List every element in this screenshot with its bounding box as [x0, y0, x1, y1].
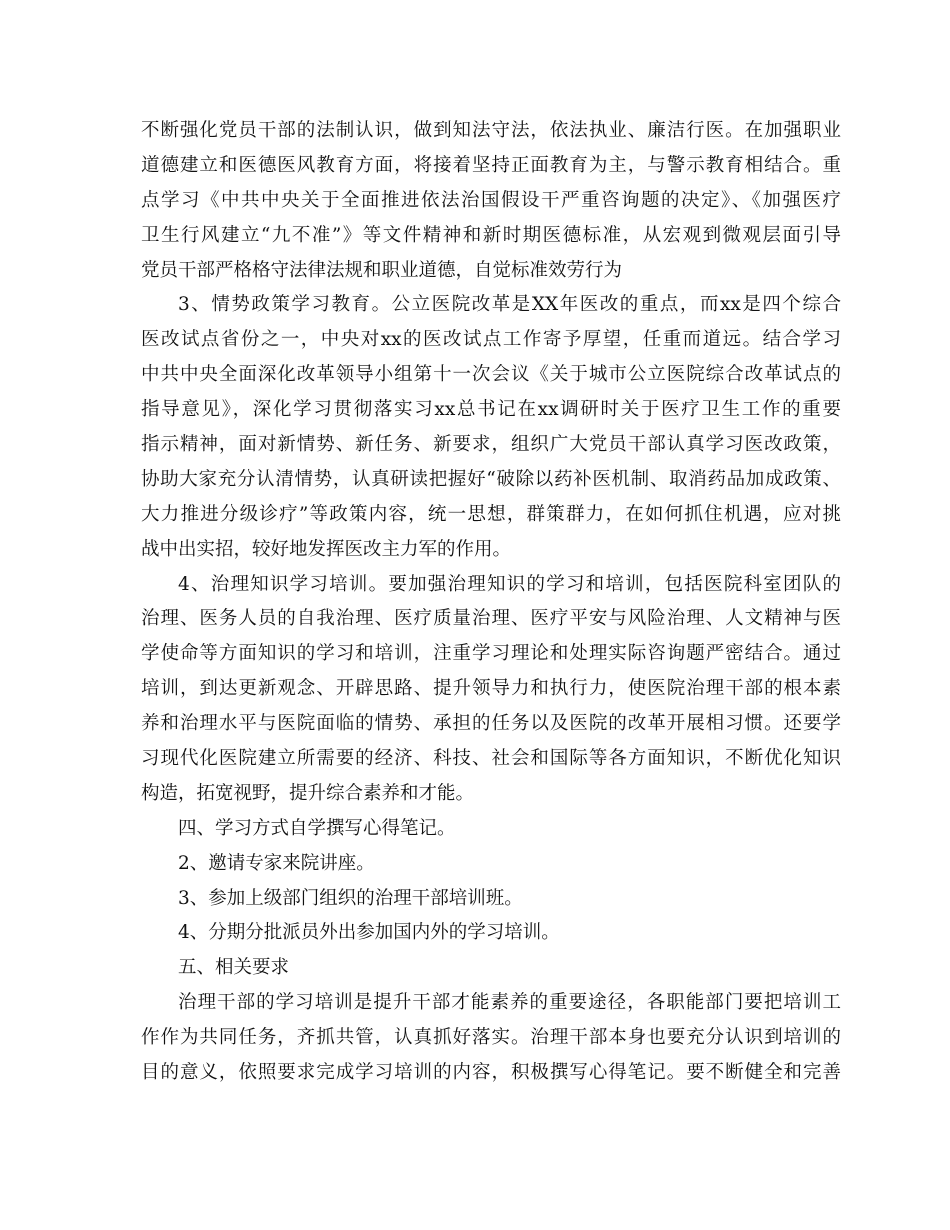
- paragraph-legal-ethics: [141, 114, 841, 288]
- text-line: 养和治理水平与医院面临的情势、承担的任务以及医院的改革开展相习惯。还要学: [141, 713, 841, 735]
- text-line: 2、邀请专家来院讲座。: [178, 852, 375, 874]
- text-line: 五、相关要求: [178, 957, 290, 979]
- list-item: [141, 847, 841, 882]
- section-heading-study-methods: [141, 812, 841, 847]
- paragraph-policy-study: [141, 288, 841, 567]
- text-line: 学使命等方面知识的学习和培训，注重学习理论和处理实际咨询题严密结合。通过: [141, 643, 841, 665]
- paragraph-requirements: [141, 986, 841, 1091]
- text-line: 指示精神，面对新情势、新任务、新要求，组织广大党员干部认真学习医改政策，: [141, 434, 841, 456]
- text-line: 治理、医务人员的自我治理、医疗质量治理、医疗平安与风险治理、人文精神与医: [141, 608, 841, 630]
- text-line: 不断强化党员干部的法制认识，做到知法守法，依法执业、廉洁行医。在加强职业: [141, 120, 841, 141]
- text-line: 道德建立和医德医风教育方面，将接着坚持正面教育为主，与警示教育相结合。重: [141, 154, 841, 176]
- document-body: [141, 114, 841, 1091]
- list-item: [141, 916, 841, 951]
- text-line: 培训，到达更新观念、开辟思路、提升领导力和执行力，使医院治理干部的根本素: [141, 678, 841, 700]
- text-line: 4、治理知识学习培训。要加强治理知识的学习和培训，包括医院科室团队的: [178, 573, 841, 595]
- text-line: 3、情势政策学习教育。公立医院改革是XX年医改的重点，而xx是四个综合: [178, 294, 841, 316]
- text-line: 战中出实招，较好地发挥医改主力军的作用。: [141, 538, 512, 560]
- text-line: 构造，拓宽视野，提升综合素养和才能。: [141, 782, 475, 804]
- text-line: 协助大家充分认清情势，认真研读把握好“破除以药补医机制、取消药品加成政策、: [141, 468, 841, 490]
- text-line: 目的意义，依照要求完成学习培训的内容，积极撰写心得笔记。要不断健全和完善: [141, 1062, 841, 1084]
- text-line: 四、学习方式自学撰写心得笔记。: [178, 817, 456, 839]
- text-line: 3、参加上级部门组织的治理干部培训班。: [178, 887, 523, 909]
- text-line: 医改试点省份之一，中央对xx的医改试点工作寄予厚望，任重而道远。结合学习: [141, 329, 841, 351]
- text-line: 党员干部严格格守法律法规和职业道德，自觉标准效劳行为: [141, 259, 623, 281]
- text-line: 中共中央全面深化改革领导小组第十一次会议《关于城市公立医院综合改革试点的: [141, 364, 841, 386]
- text-line: 点学习《中共中央关于全面推进依法治国假设干严重咨询题的决定》、《加强医疗: [141, 189, 841, 211]
- text-line: 作作为共同任务，齐抓共管，认真抓好落实。治理干部本身也要充分认识到培训的: [141, 1027, 841, 1049]
- text-line: 卫生行风建立“九不准”》等文件精神和新时期医德标准，从宏观到微观层面引导: [141, 224, 841, 246]
- text-line: 习现代化医院建立所需要的经济、科技、社会和国际等各方面知识，不断优化知识: [141, 748, 841, 770]
- paragraph-management-training: [141, 568, 841, 812]
- section-heading-requirements: [141, 951, 841, 986]
- text-line: 治理干部的学习培训是提升干部才能素养的重要途径，各职能部门要把培训工: [178, 992, 841, 1014]
- text-line: 大力推进分级诊疗”等政策内容，统一思想，群策群力，在如何抓住机遇，应对挑: [141, 503, 841, 525]
- text-line: 指导意见》，深化学习贯彻落实习xx总书记在xx调研时关于医疗卫生工作的重要: [141, 399, 841, 421]
- text-line: 4、分期分批派员外出参加国内外的学习培训。: [178, 922, 560, 944]
- list-item: [141, 882, 841, 917]
